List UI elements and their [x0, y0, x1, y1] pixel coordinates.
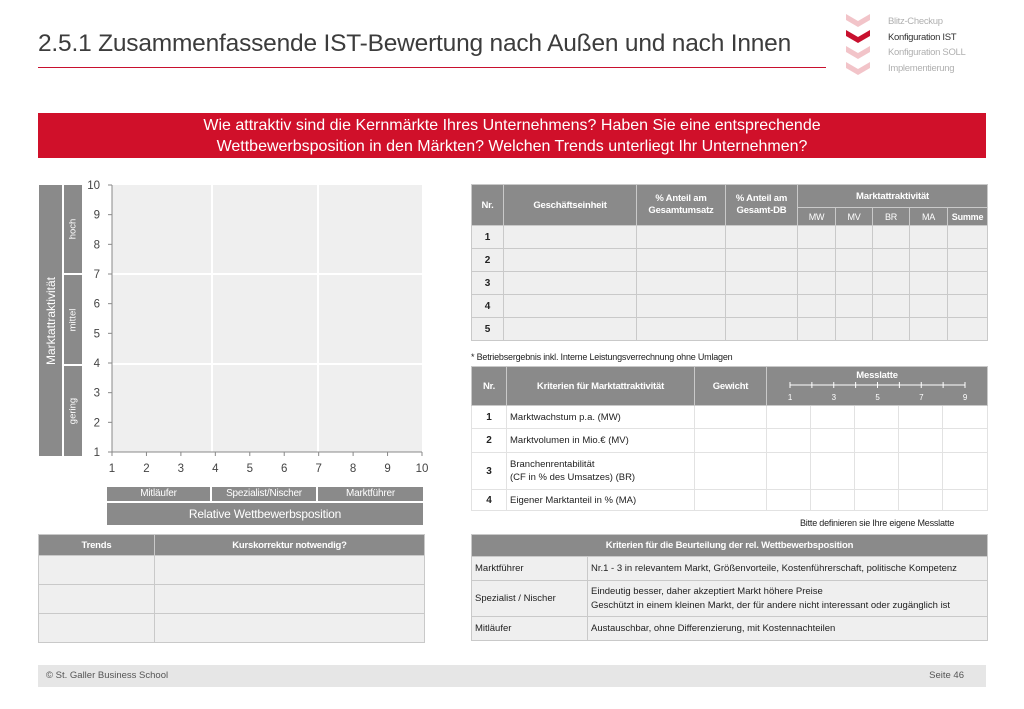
criteria-text: Eigener Marktanteil in % (MA) [507, 490, 695, 511]
table-cell[interactable] [873, 226, 910, 249]
scale-cell[interactable] [899, 406, 943, 429]
sub-header-mv: MV [836, 208, 873, 226]
table-cell[interactable] [798, 249, 836, 272]
col-header-trends: Trends [39, 535, 155, 556]
table-cell[interactable] [637, 318, 726, 341]
table-cell[interactable] [948, 318, 988, 341]
y-band-label-medium: mittel [67, 308, 79, 331]
table-cell[interactable] [726, 295, 798, 318]
y-tick-label: 10 [87, 180, 100, 192]
x-tick-label: 5 [246, 463, 253, 475]
row-number: 3 [472, 272, 504, 295]
table-row [472, 295, 988, 318]
col-header-correction: Kurskorrektur notwendig? [155, 535, 425, 556]
row-number: 5 [472, 318, 504, 341]
title-divider [38, 67, 826, 68]
col-header-share-revenue: % Anteil am Gesamtumsatz [637, 185, 726, 226]
col-header-criteria: Kriterien für Marktattraktivität [507, 367, 695, 406]
table-row [39, 556, 425, 585]
row-number: 1 [472, 226, 504, 249]
row-number: 2 [472, 249, 504, 272]
table-cell[interactable] [836, 226, 873, 249]
criteria-table [471, 366, 988, 511]
units-footnote: * Betriebsergebnis inkl. Interne Leistungsverrechnung ohne Umlagen [471, 352, 733, 362]
correction-cell[interactable] [155, 556, 425, 585]
nav-item-konfiguration-soll[interactable]: Konfiguration SOLL [888, 47, 966, 58]
table-cell[interactable] [873, 295, 910, 318]
scale-cell[interactable] [943, 490, 988, 511]
table-row [472, 249, 988, 272]
x-category-leader: Marktführer [318, 487, 423, 501]
position-table [471, 534, 988, 641]
x-tick-label: 2 [143, 463, 150, 475]
y-axis-label-bar [39, 185, 62, 456]
table-cell[interactable] [948, 272, 988, 295]
table-cell[interactable] [798, 272, 836, 295]
trends-table [38, 534, 425, 643]
table-cell[interactable] [836, 272, 873, 295]
table-cell[interactable] [910, 295, 948, 318]
criteria-number: 3 [472, 453, 507, 490]
position-text: Austauschbar, ohne Differenzierung, mit Kostennachteilen [588, 617, 988, 641]
scale-cell[interactable] [811, 429, 855, 453]
x-category-specialist: Spezialist/Nischer [212, 487, 316, 501]
table-cell[interactable] [504, 272, 637, 295]
criteria-text: Marktwachstum p.a. (MW) [507, 406, 695, 429]
business-units-table [471, 184, 988, 341]
scale-cell[interactable] [899, 490, 943, 511]
scale-cell[interactable] [767, 490, 811, 511]
position-label: Mitläufer [472, 617, 588, 641]
y-tick-label: 8 [93, 239, 100, 252]
col-header-share-db: % Anteil am Gesamt-DB [726, 185, 798, 226]
table-cell[interactable] [910, 249, 948, 272]
scale-cell[interactable] [767, 453, 811, 490]
scale-cell[interactable] [899, 429, 943, 453]
chevron-stack-icon [845, 12, 871, 76]
scale-cell[interactable] [943, 406, 988, 429]
col-header-scale [767, 367, 988, 406]
row-number: 4 [472, 295, 504, 318]
table-cell[interactable] [873, 318, 910, 341]
y-tick-label: 2 [93, 417, 100, 430]
y-band-medium [64, 275, 82, 364]
criteria-number: 1 [472, 406, 507, 429]
y-band-label-low: gering [67, 397, 79, 425]
criteria-number: 4 [472, 490, 507, 511]
criteria-text: Branchenrentabilität (CF in % des Umsatzes) (BR) [507, 453, 695, 490]
table-cell[interactable] [948, 226, 988, 249]
sub-header-mw: MW [798, 208, 836, 226]
col-header-weight: Gewicht [695, 367, 767, 406]
table-cell[interactable] [798, 318, 836, 341]
table-cell[interactable] [726, 249, 798, 272]
question-banner [38, 113, 986, 158]
criteria-number: 2 [472, 429, 507, 453]
table-cell[interactable] [726, 226, 798, 249]
table-cell[interactable] [798, 295, 836, 318]
table-cell[interactable] [873, 249, 910, 272]
scale-cell[interactable] [943, 453, 988, 490]
nav-item-implementierung[interactable]: Implementierung [888, 62, 955, 74]
table-row [472, 272, 988, 295]
scale-tick-label: 9 [962, 393, 968, 402]
scale-cell[interactable] [855, 490, 899, 511]
scale-cell[interactable] [767, 429, 811, 453]
table-cell[interactable] [726, 318, 798, 341]
footer-copyright: © St. Galler Business School [46, 670, 169, 681]
y-axis-label: Marktattraktivität [43, 276, 58, 365]
sub-header-sum: Summe [948, 208, 988, 226]
criteria-text: Marktvolumen in Mio.€ (MV) [507, 429, 695, 453]
y-tick-label: 9 [93, 209, 100, 222]
sub-header-br: BR [873, 208, 910, 226]
scale-cell[interactable] [855, 429, 899, 453]
scale-title: Messlatte [856, 370, 898, 381]
table-cell[interactable] [948, 249, 988, 272]
col-header-nr: Nr. [472, 367, 507, 406]
table-row [472, 581, 988, 617]
x-tick-label: 1 [108, 463, 116, 475]
table-cell[interactable] [798, 226, 836, 249]
trend-cell[interactable] [39, 585, 155, 614]
y-tick-label: 6 [93, 298, 100, 311]
scale-cell[interactable] [855, 406, 899, 429]
scale-tick-label: 5 [875, 393, 880, 402]
weight-cell[interactable] [695, 490, 767, 511]
banner-line-1: Wie attraktiv sind die Kernmärkte Ihres Unternehmens? Haben Sie eine entsprechende [203, 117, 821, 134]
scale-tick-label: 3 [831, 393, 836, 402]
trend-cell[interactable] [39, 556, 155, 585]
table-cell[interactable] [637, 226, 726, 249]
table-cell[interactable] [910, 226, 948, 249]
page-title: 2.5.1 Zusammenfassende IST-Bewertung nach Außen und nach Innen [38, 30, 792, 57]
footer-page-number: Seite 46 [929, 670, 964, 681]
nav-item-blitz-checkup[interactable]: Blitz-Checkup [888, 16, 943, 27]
scale-cell[interactable] [943, 429, 988, 453]
y-tick-label: 7 [93, 269, 100, 281]
x-tick-label: 6 [281, 463, 288, 475]
x-tick-label: 4 [212, 463, 219, 475]
table-cell[interactable] [726, 272, 798, 295]
correction-cell[interactable] [155, 585, 425, 614]
correction-cell[interactable] [155, 614, 425, 643]
scale-cell[interactable] [811, 490, 855, 511]
x-tick-label: 9 [384, 463, 391, 475]
col-header-unit: Geschäftseinheit [504, 185, 637, 226]
table-row [39, 614, 425, 643]
table-row [472, 557, 988, 581]
scale-cell[interactable] [767, 406, 811, 429]
y-band-low [64, 366, 82, 456]
x-tick-label: 8 [349, 463, 357, 475]
position-text: Eindeutig besser, daher akzeptiert Markt höhere Preise Geschützt in einem kleinen Markt, der für andere nicht interessant oder zugänglich ist [588, 581, 988, 617]
weight-cell[interactable] [695, 453, 767, 490]
criteria-note: Bitte definieren sie Ihre eigene Messlatte [800, 518, 955, 528]
table-cell[interactable] [836, 318, 873, 341]
y-tick-label: 1 [93, 447, 100, 459]
scale-tick-label: 1 [787, 393, 793, 402]
position-label: Spezialist / Nischer [472, 581, 588, 617]
scale-cell[interactable] [811, 406, 855, 429]
y-tick-label: 3 [93, 387, 100, 400]
plot-area [112, 185, 422, 452]
scale-ruler [767, 367, 986, 406]
table-cell[interactable] [910, 272, 948, 295]
x-category-follower: Mitläufer [107, 487, 210, 501]
table-cell[interactable] [836, 295, 873, 318]
scale-tick-label: 7 [919, 393, 924, 402]
col-header-nr: Nr. [472, 185, 504, 226]
table-cell[interactable] [836, 249, 873, 272]
portfolio-chart [84, 178, 429, 478]
footer-bar [38, 665, 986, 687]
x-axis-label: Relative Wettbewerbsposition [107, 503, 423, 525]
scale-cell[interactable] [811, 453, 855, 490]
table-row [472, 453, 988, 490]
x-tick-label: 10 [415, 463, 429, 475]
y-band-high [64, 185, 82, 273]
table-cell[interactable] [873, 272, 910, 295]
y-tick-label: 5 [93, 328, 100, 341]
table-row [39, 585, 425, 614]
table-cell[interactable] [637, 272, 726, 295]
position-table-header: Kriterien für die Beurteilung der rel. Wettbewerbsposition [472, 535, 988, 557]
table-cell[interactable] [504, 295, 637, 318]
table-row [472, 617, 988, 641]
col-header-attractiveness: Marktattraktivität [798, 185, 988, 208]
table-cell[interactable] [637, 249, 726, 272]
sub-header-ma: MA [910, 208, 948, 226]
position-label: Marktführer [472, 557, 588, 581]
y-tick-label: 4 [93, 358, 100, 370]
table-row [472, 429, 988, 453]
table-cell[interactable] [504, 318, 637, 341]
x-tick-label: 3 [177, 463, 185, 475]
x-tick-label: 7 [315, 463, 322, 475]
y-band-label-high: hoch [67, 218, 79, 240]
nav-item-konfiguration-ist[interactable]: Konfiguration IST [888, 31, 957, 43]
scale-cell[interactable] [855, 453, 899, 490]
table-row [472, 406, 988, 429]
weight-cell[interactable] [695, 429, 767, 453]
trend-cell[interactable] [39, 614, 155, 643]
position-text: Nr.1 - 3 in relevantem Markt, Größenvorteile, Kostenführerschaft, politische Kompetenz [588, 557, 988, 581]
table-row [472, 226, 988, 249]
table-row [472, 318, 988, 341]
table-cell[interactable] [637, 295, 726, 318]
table-cell[interactable] [504, 226, 637, 249]
progress-nav [888, 14, 966, 76]
table-row [472, 490, 988, 511]
table-cell[interactable] [910, 318, 948, 341]
scale-cell[interactable] [899, 453, 943, 490]
table-cell[interactable] [504, 249, 637, 272]
banner-line-2: Wettbewerbsposition in den Märkten? Welchen Trends unterliegt Ihr Unternehmen? [216, 138, 808, 155]
table-cell[interactable] [948, 295, 988, 318]
weight-cell[interactable] [695, 406, 767, 429]
